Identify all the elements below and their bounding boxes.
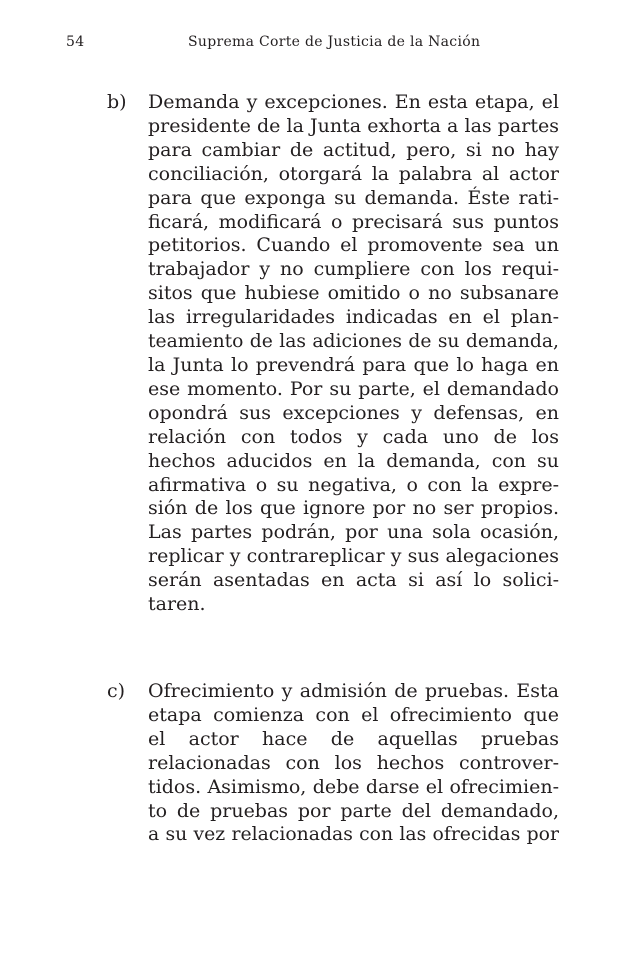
text-line: Las partes podrán, por una sola ocasión, xyxy=(148,521,559,544)
text-line: conciliación, otorgará la palabra al actor xyxy=(148,162,559,185)
text-line: replicar y contrareplicar y sus alegaciones xyxy=(148,545,559,568)
text-line: relación con todos y cada uno de los xyxy=(148,425,559,448)
text-line: taren. xyxy=(148,593,206,616)
text-line: el actor hace de aquellas pruebas xyxy=(148,727,559,750)
text-line: trabajador y no cumpliere con los requi- xyxy=(148,258,559,281)
text-line: hechos aducidos en la demanda, con su xyxy=(148,449,559,472)
text-line: afirmativa o su negativa, o con la expre- xyxy=(148,473,559,496)
text-line: teamiento de las adiciones de su demanda, xyxy=(148,331,559,353)
text-line: sitos que hubiese omitido o no subsanare xyxy=(148,282,559,305)
paragraph-body xyxy=(148,680,559,847)
text-line: las irregularidades indicadas en el plan- xyxy=(148,306,559,329)
text-line: petitorios. Cuando el promovente sea un xyxy=(148,234,559,257)
text-line: la Junta lo prevendrá para que lo haga en xyxy=(148,353,559,376)
text-line: para que exponga su demanda. Éste rati- xyxy=(148,186,559,209)
list-marker: b) xyxy=(107,91,127,113)
text-line: sión de los que ignore por no ser propios. xyxy=(148,497,559,520)
text-line: ficará, modificará o precisará sus puntos xyxy=(148,210,559,233)
running-header: Suprema Corte de Justicia de la Nación xyxy=(188,34,481,50)
text-line: para cambiar de actitud, pero, si no hay xyxy=(148,138,559,161)
text-line: opondrá sus excepciones y defensas, en xyxy=(148,401,559,424)
text-line: serán asentadas en acta si así lo solici- xyxy=(148,569,559,592)
text-line: relacionadas con los hechos controver- xyxy=(148,751,559,774)
text-line: etapa comienza con el ofrecimiento que xyxy=(148,703,559,726)
text-line: Demanda y excepciones. En esta etapa, el xyxy=(148,91,559,113)
text-line: to de pruebas por parte del demandado, xyxy=(148,799,559,822)
page-number: 54 xyxy=(66,34,85,50)
paragraph-body xyxy=(148,91,559,617)
text-line: ese momento. Por su parte, el demandado xyxy=(148,377,559,400)
text-line: Ofrecimiento y admisión de pruebas. Esta xyxy=(148,680,559,702)
text-line: a su vez relacionadas con las ofrecidas por xyxy=(148,824,559,846)
list-marker: c) xyxy=(107,680,126,702)
text-line: presidente de la Junta exhorta a las partes xyxy=(148,114,559,137)
text-line: tidos. Asimismo, debe darse el ofrecimien- xyxy=(148,775,559,798)
